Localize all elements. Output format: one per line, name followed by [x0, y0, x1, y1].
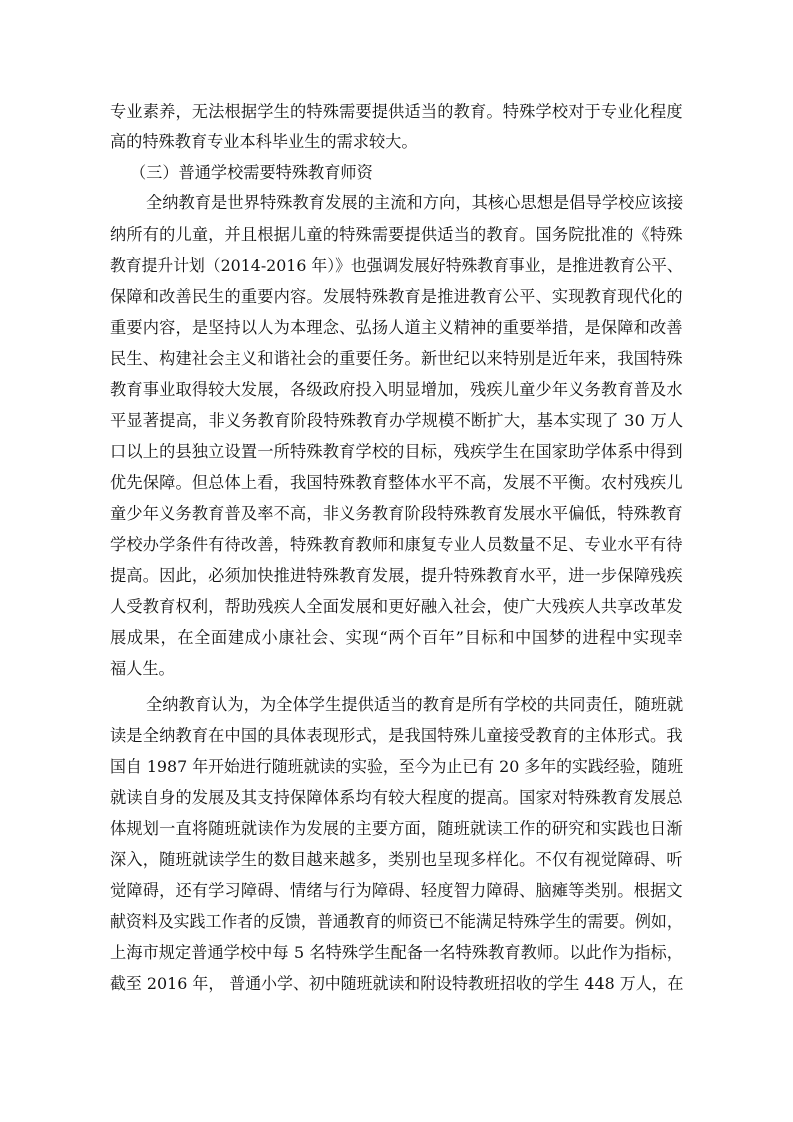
paragraph-line: 觉障碍，还有学习障碍、情绪与行为障碍、轻度智力障碍、脑瘫等类别。根据文	[110, 881, 683, 900]
paragraph-line: 童少年义务教育普及率不高，非义务教育阶段特殊教育发展水平偏低，特殊教育	[110, 504, 683, 523]
paragraph-line: 截至 2016 年， 普通小学、初中随班就读和附设特教班招收的学生 448 万人，在	[110, 974, 684, 993]
paragraph-line: 全纳教育是世界特殊教育发展的主流和方向，其核心思想是倡导学校应该接	[146, 193, 684, 212]
section-heading: （三）普通学校需要特殊教育师资	[130, 163, 373, 182]
paragraph-line: 国自 1987 年开始进行随班就读的实验，至今为止已有 20 多年的实践经验，随班	[110, 757, 684, 776]
paragraph-line: 专业素养，无法根据学生的特殊需要提供适当的教育。特殊学校对于专业化程度	[110, 102, 683, 121]
paragraph-line: 保障和改善民生的重要内容。发展特殊教育是推进教育公平、实现教育现代化的	[110, 287, 683, 306]
paragraph-line: 优先保障。但总体上看，我国特殊教育整体水平不高，发展不平衡。农村残疾儿	[110, 473, 683, 492]
paragraph-line: 重要内容，是坚持以人为本理念、弘扬人道主义精神的重要举措，是保障和改善	[110, 318, 683, 337]
paragraph-line: 体规划一直将随班就读作为发展的主要方面，随班就读工作的研究和实践也日渐	[110, 819, 683, 838]
paragraph-line: 深入，随班就读学生的数目越来越多，类别也呈现多样化。不仅有视觉障碍、听	[110, 850, 683, 869]
paragraph-line: 献资料及实践工作者的反馈，普通教育的师资已不能满足特殊学生的需要。例如，	[110, 912, 683, 931]
paragraph-line: 福人生。	[110, 659, 175, 678]
paragraph-line: 上海市规定普通学校中每 5 名特殊学生配备一名特殊教育教师。以此作为指标，	[110, 943, 684, 962]
paragraph-line: 人受教育权利，帮助残疾人全面发展和更好融入社会，使广大残疾人共享改革发	[110, 597, 683, 616]
paragraph-line: 全纳教育认为，为全体学生提供适当的教育是所有学校的共同责任，随班就	[146, 695, 684, 714]
paragraph-line: 展成果，在全面建成小康社会、实现“两个百年”目标和中国梦的进程中实现幸	[110, 628, 684, 647]
paragraph-line: 民生、构建社会主义和谐社会的重要任务。新世纪以来特别是近年来，我国特殊	[110, 349, 683, 368]
paragraph-line: 教育事业取得较大发展，各级政府投入明显增加，残疾儿童少年义务教育普及水	[110, 380, 683, 399]
paragraph-line: 教育提升计划（2014-2016 年）》也强调发展好特殊教育事业，是推进教育公平、	[110, 256, 683, 275]
paragraph-line: 高的特殊教育专业本科毕业生的需求较大。	[110, 132, 418, 151]
paragraph-line: 提高。因此，必须加快推进特殊教育发展，提升特殊教育水平，进一步保障残疾	[110, 566, 683, 585]
paragraph-line: 口以上的县独立设置一所特殊教育学校的目标，残疾学生在国家助学体系中得到	[110, 442, 683, 461]
paragraph-line: 读是全纳教育在中国的具体表现形式，是我国特殊儿童接受教育的主体形式。我	[110, 726, 683, 745]
paragraph-line: 就读自身的发展及其支持保障体系均有较大程度的提高。国家对特殊教育发展总	[110, 788, 683, 807]
paragraph-line: 学校办学条件有待改善，特殊教育教师和康复专业人员数量不足、专业水平有待	[110, 535, 683, 554]
paragraph-line: 平显著提高，非义务教育阶段特殊教育办学规模不断扩大，基本实现了 30 万人	[110, 411, 684, 430]
paragraph-line: 纳所有的儿童，并且根据儿童的特殊需要提供适当的教育。国务院批准的《特殊	[110, 225, 683, 244]
